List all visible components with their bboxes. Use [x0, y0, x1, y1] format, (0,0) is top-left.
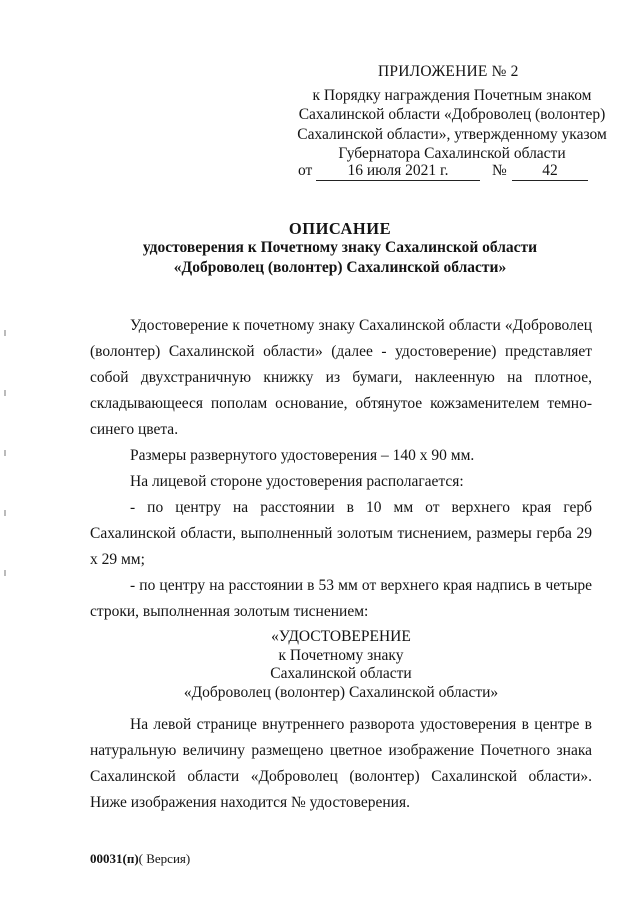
inscription-quote: [90, 628, 592, 702]
paragraph-size: Размеры развернутого удостоверения – 140 х 90 мм.: [130, 447, 475, 464]
decree-date: 16 июля 2021 г.: [316, 162, 480, 181]
document-title: ОПИСАНИЕ: [288, 219, 392, 238]
decree-from-label: от: [298, 162, 313, 179]
document-subtitle-line1: удостоверения к Почетному знаку Сахалинской области: [142, 239, 538, 256]
document-version: ( Версия): [138, 851, 191, 866]
document-code: 00031(п): [90, 851, 139, 866]
appendix-line: Сахалинской области», утвержденному указом: [297, 125, 607, 143]
decree-number: 42: [512, 162, 588, 181]
appendix-block: [292, 62, 612, 164]
paragraph-front-side: На лицевой стороне удостоверения располагается:: [130, 473, 464, 490]
paragraph-inner-spread: На левой странице внутреннего разворота удостоверения в центре в натуральную величину размещено цветное изображение Почетного знака Сахалинской области «Доброволец (волонтер) Сахалинской области». Ниже изображения находится № удостоверения.: [90, 716, 592, 811]
paragraph-emblem: - по центру на расстоянии в 10 мм от верхнего края герб Сахалинской области, выполненный золотым тиснением, размеры герба 29 х 29 мм;: [90, 499, 592, 568]
inscription-line: «Доброволец (волонтер) Сахалинской области»: [183, 683, 499, 701]
inscription-line: «УДОСТОВЕРЕНИЕ: [271, 628, 411, 645]
appendix-title: ПРИЛОЖЕНИЕ № 2: [378, 63, 519, 80]
appendix-line: Сахалинской области «Доброволец (волонтер): [298, 106, 606, 123]
decree-reference: [298, 162, 598, 182]
decree-number-label: №: [492, 162, 507, 179]
paragraph-description: Удостоверение к почетному знаку Сахалинской области «Доброволец (волонтер) Сахалинской области» (далее - удостоверение) представляет собой двухстраничную книжку из бумаги, наклеенную на плотное, складывающееся пополам основание, обтянутое кожзаменителем темно-синего цвета.: [90, 317, 592, 438]
document-subtitle-line2: «Доброволец (волонтер) Сахалинской области»: [173, 259, 507, 276]
inscription-line: к Почетному знаку: [278, 646, 404, 664]
appendix-line: к Порядку награждения Почетным знаком: [312, 86, 592, 104]
footer-code: [90, 851, 190, 867]
inscription-line: Сахалинской области: [270, 665, 412, 682]
appendix-line: Губернатора Сахалинской области: [338, 145, 566, 162]
paragraph-inscription: - по центру на расстоянии в 53 мм от верхнего края надпись в четыре строки, выполненная золотым тиснением:: [90, 577, 592, 620]
scan-margin-marks: [4, 330, 8, 610]
